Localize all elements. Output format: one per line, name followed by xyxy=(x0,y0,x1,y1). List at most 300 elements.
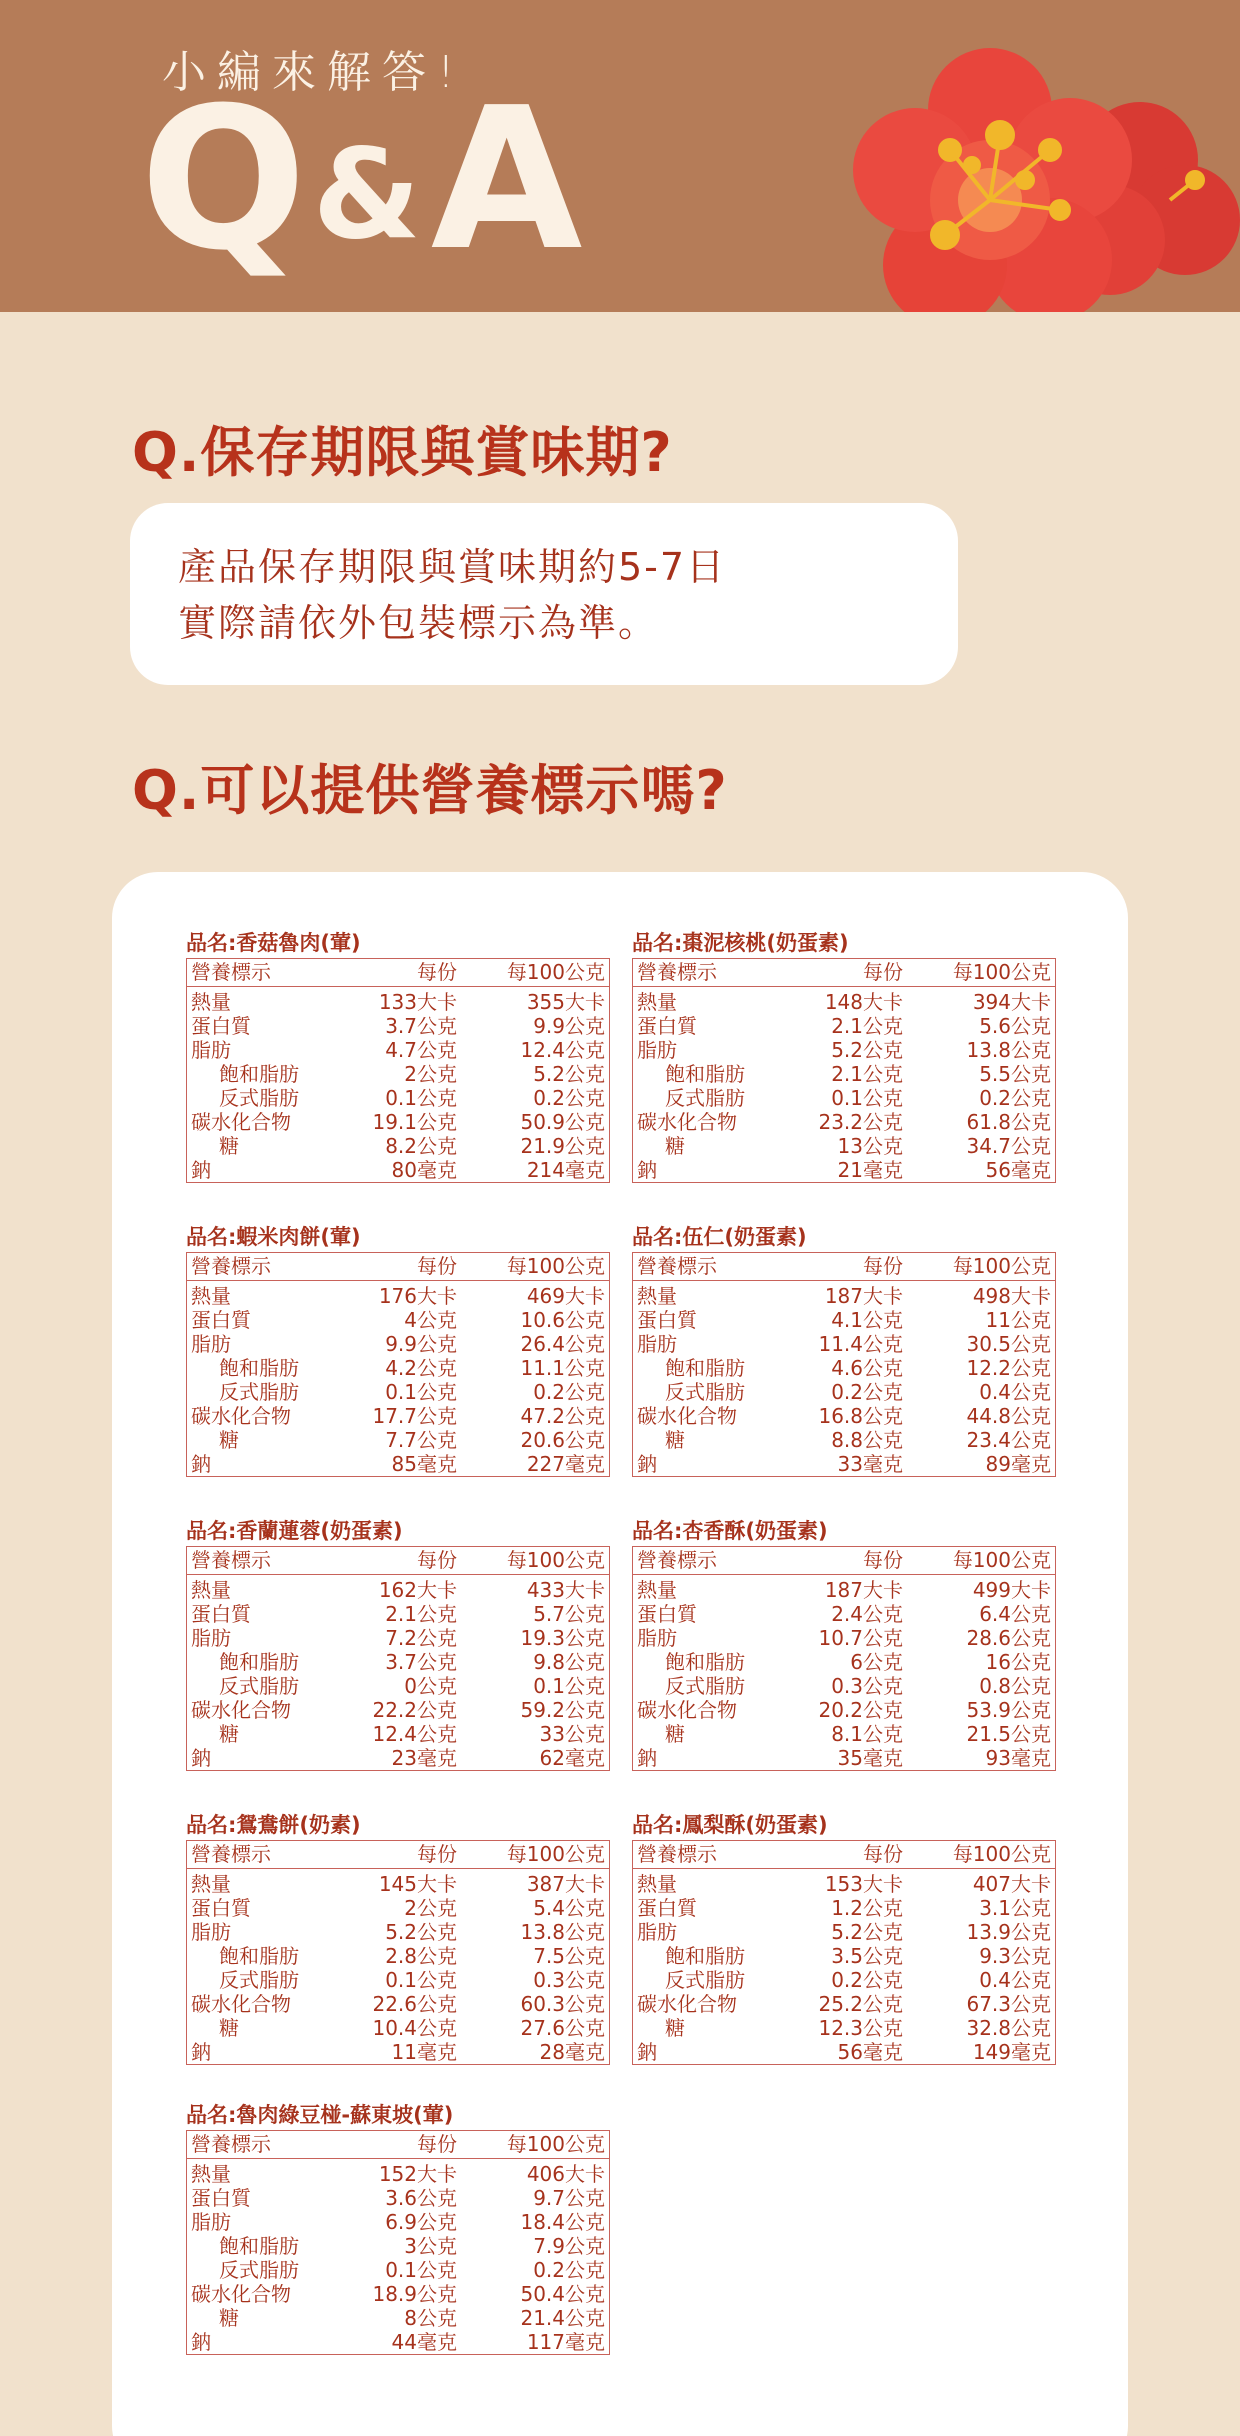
per-100g-value: 0.2公克 xyxy=(533,1086,605,1110)
per-100g-value: 227毫克 xyxy=(526,1452,605,1476)
per-serving-value: 35毫克 xyxy=(837,1746,903,1770)
per-serving-value: 0.2公克 xyxy=(831,1968,903,1992)
per-serving-value: 5.2公克 xyxy=(831,1038,903,1062)
nutrient-label: 鈉 xyxy=(191,1452,211,1476)
nutrient-label: 蛋白質 xyxy=(637,1896,697,1920)
table-row xyxy=(187,2234,609,2258)
per-100g-value: 0.8公克 xyxy=(979,1674,1051,1698)
per-serving-value: 0公克 xyxy=(404,1674,457,1698)
table-row xyxy=(187,1698,609,1722)
nutrition-product-5 xyxy=(186,1516,610,1771)
nutrient-label: 反式脂肪 xyxy=(665,1674,745,1698)
header-per-serving: 每份 xyxy=(417,2132,457,2156)
table-row xyxy=(633,1110,1055,1134)
nutrition-product-9 xyxy=(186,2100,610,2355)
table-row xyxy=(633,1896,1055,1920)
per-100g-value: 27.6公克 xyxy=(520,2016,605,2040)
table-row xyxy=(187,1308,609,1332)
table-row xyxy=(633,1626,1055,1650)
table-row xyxy=(187,2306,609,2330)
nutrient-label: 飽和脂肪 xyxy=(665,1356,745,1380)
qa-amp: & xyxy=(312,123,421,267)
header-label: 營養標示 xyxy=(191,1548,271,1572)
nutrient-label: 飽和脂肪 xyxy=(219,1944,299,1968)
per-serving-value: 3.6公克 xyxy=(385,2186,457,2210)
per-serving-value: 44毫克 xyxy=(391,2330,457,2354)
per-serving-value: 162大卡 xyxy=(378,1578,457,1602)
nutrient-label: 蛋白質 xyxy=(637,1602,697,1626)
table-row xyxy=(187,1284,609,1308)
per-serving-value: 2.1公克 xyxy=(831,1014,903,1038)
table-row xyxy=(633,1674,1055,1698)
header-per-100g: 每100公克 xyxy=(506,1548,605,1572)
product-name: 品名:棗泥核桃(奶蛋素) xyxy=(632,931,849,955)
nutrient-label: 鈉 xyxy=(637,1452,657,1476)
per-100g-value: 56毫克 xyxy=(985,1158,1051,1182)
per-serving-value: 25.2公克 xyxy=(818,1992,903,2016)
per-100g-value: 394大卡 xyxy=(972,990,1051,1014)
nutrient-label: 熱量 xyxy=(637,990,677,1014)
per-100g-value: 0.2公克 xyxy=(979,1086,1051,1110)
table-row xyxy=(633,1722,1055,1746)
per-serving-value: 33毫克 xyxy=(837,1452,903,1476)
header-per-100g: 每100公克 xyxy=(506,1842,605,1866)
per-100g-value: 59.2公克 xyxy=(520,1698,605,1722)
nutrient-label: 飽和脂肪 xyxy=(219,1356,299,1380)
per-serving-value: 12.4公克 xyxy=(372,1722,457,1746)
product-name: 品名:鳳梨酥(奶蛋素) xyxy=(632,1813,828,1837)
per-100g-value: 47.2公克 xyxy=(520,1404,605,1428)
table-header-row xyxy=(187,1841,609,1869)
nutrient-label: 脂肪 xyxy=(191,1038,231,1062)
nutrition-table xyxy=(632,1252,1056,1477)
per-100g-value: 30.5公克 xyxy=(966,1332,1051,1356)
per-serving-value: 2.4公克 xyxy=(831,1602,903,1626)
header-label: 營養標示 xyxy=(191,960,271,984)
table-row xyxy=(633,1992,1055,2016)
per-100g-value: 89毫克 xyxy=(985,1452,1051,1476)
qa-a: A xyxy=(430,66,579,294)
table-row xyxy=(633,1380,1055,1404)
per-100g-value: 19.3公克 xyxy=(520,1626,605,1650)
per-serving-value: 0.1公克 xyxy=(385,1380,457,1404)
nutrient-label: 碳水化合物 xyxy=(191,1992,291,2016)
nutrient-label: 鈉 xyxy=(191,1746,211,1770)
table-row xyxy=(187,1968,609,1992)
per-serving-value: 22.6公克 xyxy=(372,1992,457,2016)
nutrition-product-6 xyxy=(632,1516,1056,1771)
per-100g-value: 5.6公克 xyxy=(979,1014,1051,1038)
table-row xyxy=(187,1380,609,1404)
header-banner xyxy=(0,0,1240,312)
per-serving-value: 23.2公克 xyxy=(818,1110,903,1134)
per-serving-value: 4.2公克 xyxy=(385,1356,457,1380)
per-100g-value: 387大卡 xyxy=(526,1872,605,1896)
header-label: 營養標示 xyxy=(637,1254,717,1278)
nutrient-label: 脂肪 xyxy=(191,1332,231,1356)
table-row xyxy=(187,1134,609,1158)
per-100g-value: 0.2公克 xyxy=(533,1380,605,1404)
nutrient-label: 碳水化合物 xyxy=(191,1698,291,1722)
per-100g-value: 9.8公克 xyxy=(533,1650,605,1674)
per-serving-value: 0.3公克 xyxy=(831,1674,903,1698)
nutrient-label: 蛋白質 xyxy=(191,1014,251,1038)
table-row xyxy=(187,2210,609,2234)
table-header-row xyxy=(187,1547,609,1575)
nutrition-table xyxy=(186,958,610,1183)
nutrient-label: 反式脂肪 xyxy=(219,1674,299,1698)
nutrient-label: 碳水化合物 xyxy=(637,1698,737,1722)
header-per-serving: 每份 xyxy=(863,1548,903,1572)
header-per-100g: 每100公克 xyxy=(506,1254,605,1278)
per-100g-value: 0.3公克 xyxy=(533,1968,605,1992)
table-row xyxy=(187,1332,609,1356)
table-row xyxy=(633,1428,1055,1452)
per-serving-value: 0.2公克 xyxy=(831,1380,903,1404)
nutrition-product-7 xyxy=(186,1810,610,2065)
per-serving-value: 2.1公克 xyxy=(385,1602,457,1626)
per-100g-value: 0.4公克 xyxy=(979,1968,1051,1992)
per-100g-value: 62毫克 xyxy=(539,1746,605,1770)
table-row xyxy=(187,1356,609,1380)
per-100g-value: 33公克 xyxy=(539,1722,605,1746)
table-row xyxy=(633,1062,1055,1086)
header-label: 營養標示 xyxy=(191,1842,271,1866)
per-100g-value: 67.3公克 xyxy=(966,1992,1051,2016)
per-serving-value: 2公克 xyxy=(404,1062,457,1086)
nutrient-label: 熱量 xyxy=(637,1578,677,1602)
per-100g-value: 50.4公克 xyxy=(520,2282,605,2306)
per-serving-value: 3.5公克 xyxy=(831,1944,903,1968)
per-100g-value: 9.9公克 xyxy=(533,1014,605,1038)
per-serving-value: 10.7公克 xyxy=(818,1626,903,1650)
nutrition-product-1 xyxy=(186,928,610,1183)
per-100g-value: 5.7公克 xyxy=(533,1602,605,1626)
per-100g-value: 23.4公克 xyxy=(966,1428,1051,1452)
header-per-serving: 每份 xyxy=(417,960,457,984)
nutrient-label: 糖 xyxy=(219,1722,239,1746)
table-row xyxy=(633,1014,1055,1038)
per-serving-value: 148大卡 xyxy=(824,990,903,1014)
per-serving-value: 5.2公克 xyxy=(831,1920,903,1944)
nutrient-label: 飽和脂肪 xyxy=(665,1650,745,1674)
per-serving-value: 80毫克 xyxy=(391,1158,457,1182)
nutrient-label: 飽和脂肪 xyxy=(665,1062,745,1086)
nutrient-label: 糖 xyxy=(665,1722,685,1746)
nutrient-label: 飽和脂肪 xyxy=(219,1650,299,1674)
per-serving-value: 4.6公克 xyxy=(831,1356,903,1380)
nutrition-product-2 xyxy=(632,928,1056,1183)
q1-answer-line1: 產品保存期限與賞味期約5-7日 xyxy=(178,545,727,589)
per-serving-value: 10.4公克 xyxy=(372,2016,457,2040)
per-serving-value: 2.1公克 xyxy=(831,1062,903,1086)
table-header-row xyxy=(187,2131,609,2159)
table-row xyxy=(187,2186,609,2210)
per-serving-value: 6公克 xyxy=(850,1650,903,1674)
per-100g-value: 9.7公克 xyxy=(533,2186,605,2210)
per-100g-value: 5.2公克 xyxy=(533,1062,605,1086)
table-row xyxy=(187,1992,609,2016)
per-serving-value: 187大卡 xyxy=(824,1284,903,1308)
nutrient-label: 鈉 xyxy=(191,1158,211,1182)
nutrition-table xyxy=(632,958,1056,1183)
per-100g-value: 60.3公克 xyxy=(520,1992,605,2016)
table-row xyxy=(187,1452,609,1476)
per-100g-value: 93毫克 xyxy=(985,1746,1051,1770)
per-100g-value: 16公克 xyxy=(985,1650,1051,1674)
per-100g-value: 5.5公克 xyxy=(979,1062,1051,1086)
per-100g-value: 407大卡 xyxy=(972,1872,1051,1896)
nutrient-label: 反式脂肪 xyxy=(665,1380,745,1404)
per-serving-value: 8.8公克 xyxy=(831,1428,903,1452)
table-row xyxy=(633,2040,1055,2064)
table-row xyxy=(633,1452,1055,1476)
per-100g-value: 13.9公克 xyxy=(966,1920,1051,1944)
per-100g-value: 21.4公克 xyxy=(520,2306,605,2330)
table-header-row xyxy=(633,1547,1055,1575)
per-serving-value: 17.7公克 xyxy=(372,1404,457,1428)
header-label: 營養標示 xyxy=(637,1548,717,1572)
per-serving-value: 11毫克 xyxy=(391,2040,457,2064)
nutrient-label: 蛋白質 xyxy=(191,1308,251,1332)
nutrition-table xyxy=(186,2130,610,2355)
product-name: 品名:杏香酥(奶蛋素) xyxy=(632,1519,828,1543)
table-row xyxy=(633,1968,1055,1992)
per-serving-value: 16.8公克 xyxy=(818,1404,903,1428)
nutrient-label: 脂肪 xyxy=(191,2210,231,2234)
nutrient-label: 熱量 xyxy=(637,1872,677,1896)
table-row xyxy=(187,1038,609,1062)
table-row xyxy=(633,1308,1055,1332)
nutrient-label: 反式脂肪 xyxy=(219,1380,299,1404)
per-100g-value: 6.4公克 xyxy=(979,1602,1051,1626)
nutrient-label: 反式脂肪 xyxy=(219,1968,299,1992)
per-100g-value: 469大卡 xyxy=(526,1284,605,1308)
table-row xyxy=(633,1284,1055,1308)
nutrient-label: 熱量 xyxy=(637,1284,677,1308)
header-label: 營養標示 xyxy=(637,1842,717,1866)
nutrition-table xyxy=(186,1840,610,2065)
nutrient-label: 鈉 xyxy=(637,2040,657,2064)
per-serving-value: 20.2公克 xyxy=(818,1698,903,1722)
q1-answer-line2: 實際請依外包裝標示為準。 xyxy=(178,601,659,645)
table-header-row xyxy=(633,959,1055,987)
per-serving-value: 85毫克 xyxy=(391,1452,457,1476)
header-per-serving: 每份 xyxy=(863,1842,903,1866)
per-100g-value: 355大卡 xyxy=(526,990,605,1014)
table-row xyxy=(187,2162,609,2186)
table-row xyxy=(633,1698,1055,1722)
per-serving-value: 176大卡 xyxy=(378,1284,457,1308)
per-100g-value: 53.9公克 xyxy=(966,1698,1051,1722)
table-row xyxy=(633,1356,1055,1380)
table-row xyxy=(633,1944,1055,1968)
table-header-row xyxy=(633,1253,1055,1281)
nutrient-label: 熱量 xyxy=(191,1284,231,1308)
table-row xyxy=(633,1578,1055,1602)
per-100g-value: 406大卡 xyxy=(526,2162,605,2186)
nutrient-label: 熱量 xyxy=(191,2162,231,2186)
product-name: 品名:鴛鴦餅(奶素) xyxy=(186,1813,361,1837)
table-row xyxy=(187,1896,609,1920)
nutrient-label: 熱量 xyxy=(191,990,231,1014)
per-serving-value: 4公克 xyxy=(404,1308,457,1332)
per-serving-value: 3.7公克 xyxy=(385,1650,457,1674)
q1-answer xyxy=(130,503,958,685)
per-serving-value: 21毫克 xyxy=(837,1158,903,1182)
per-100g-value: 5.4公克 xyxy=(533,1896,605,1920)
per-100g-value: 32.8公克 xyxy=(966,2016,1051,2040)
per-serving-value: 153大卡 xyxy=(824,1872,903,1896)
per-serving-value: 6.9公克 xyxy=(385,2210,457,2234)
per-serving-value: 4.1公克 xyxy=(831,1308,903,1332)
per-serving-value: 0.1公克 xyxy=(385,1968,457,1992)
nutrient-label: 反式脂肪 xyxy=(665,1086,745,1110)
per-100g-value: 9.3公克 xyxy=(979,1944,1051,1968)
nutrient-label: 反式脂肪 xyxy=(219,2258,299,2282)
per-100g-value: 28毫克 xyxy=(539,2040,605,2064)
table-row xyxy=(187,1746,609,1770)
nutrient-label: 鈉 xyxy=(191,2330,211,2354)
header-label: 營養標示 xyxy=(637,960,717,984)
table-row xyxy=(187,1650,609,1674)
table-row xyxy=(187,1014,609,1038)
per-100g-value: 61.8公克 xyxy=(966,1110,1051,1134)
nutrient-label: 反式脂肪 xyxy=(219,1086,299,1110)
nutrient-label: 脂肪 xyxy=(637,1332,677,1356)
header-per-serving: 每份 xyxy=(863,1254,903,1278)
table-row xyxy=(633,1920,1055,1944)
nutrient-label: 反式脂肪 xyxy=(665,1968,745,1992)
per-100g-value: 0.4公克 xyxy=(979,1380,1051,1404)
table-row xyxy=(187,1602,609,1626)
per-serving-value: 4.7公克 xyxy=(385,1038,457,1062)
per-serving-value: 23毫克 xyxy=(391,1746,457,1770)
table-row xyxy=(187,1674,609,1698)
per-serving-value: 145大卡 xyxy=(378,1872,457,1896)
table-row xyxy=(187,1110,609,1134)
table-row xyxy=(187,1404,609,1428)
per-100g-value: 149毫克 xyxy=(972,2040,1051,2064)
per-serving-value: 13公克 xyxy=(837,1134,903,1158)
nutrient-label: 蛋白質 xyxy=(191,2186,251,2210)
per-serving-value: 3.7公克 xyxy=(385,1014,457,1038)
per-serving-value: 1.2公克 xyxy=(831,1896,903,1920)
per-serving-value: 187大卡 xyxy=(824,1578,903,1602)
header-label: 營養標示 xyxy=(191,2132,271,2156)
product-name: 品名:香蘭蓮蓉(奶蛋素) xyxy=(186,1519,403,1543)
table-row xyxy=(187,1086,609,1110)
product-name: 品名:香菇魯肉(葷) xyxy=(186,931,361,955)
table-row xyxy=(633,1332,1055,1356)
table-row xyxy=(187,1872,609,1896)
per-100g-value: 13.8公克 xyxy=(966,1038,1051,1062)
per-100g-value: 20.6公克 xyxy=(520,1428,605,1452)
nutrient-label: 碳水化合物 xyxy=(191,2282,291,2306)
nutrition-product-3 xyxy=(186,1222,610,1477)
per-100g-value: 18.4公克 xyxy=(520,2210,605,2234)
table-row xyxy=(187,1626,609,1650)
per-100g-value: 26.4公克 xyxy=(520,1332,605,1356)
per-serving-value: 0.1公克 xyxy=(831,1086,903,1110)
per-100g-value: 7.9公克 xyxy=(533,2234,605,2258)
plum-flower-icon xyxy=(850,40,1240,312)
nutrient-label: 鈉 xyxy=(637,1746,657,1770)
nutrient-label: 鈉 xyxy=(637,1158,657,1182)
per-100g-value: 11.1公克 xyxy=(520,1356,605,1380)
header-per-100g: 每100公克 xyxy=(952,1548,1051,1572)
nutrient-label: 脂肪 xyxy=(637,1626,677,1650)
per-100g-value: 44.8公克 xyxy=(966,1404,1051,1428)
nutrient-label: 蛋白質 xyxy=(191,1896,251,1920)
nutrient-label: 飽和脂肪 xyxy=(219,2234,299,2258)
per-100g-value: 117毫克 xyxy=(526,2330,605,2354)
per-100g-value: 499大卡 xyxy=(972,1578,1051,1602)
per-100g-value: 0.2公克 xyxy=(533,2258,605,2282)
nutrition-product-4 xyxy=(632,1222,1056,1477)
product-name: 品名:伍仁(奶蛋素) xyxy=(632,1225,807,1249)
table-row xyxy=(633,1404,1055,1428)
per-serving-value: 2.8公克 xyxy=(385,1944,457,1968)
nutrient-label: 脂肪 xyxy=(637,1920,677,1944)
table-row xyxy=(187,2040,609,2064)
nutrient-label: 碳水化合物 xyxy=(637,1992,737,2016)
per-100g-value: 11公克 xyxy=(985,1308,1051,1332)
table-row xyxy=(187,1920,609,1944)
nutrient-label: 糖 xyxy=(665,1428,685,1452)
per-serving-value: 7.7公克 xyxy=(385,1428,457,1452)
per-100g-value: 12.2公克 xyxy=(966,1356,1051,1380)
nutrient-label: 脂肪 xyxy=(191,1626,231,1650)
per-100g-value: 28.6公克 xyxy=(966,1626,1051,1650)
per-100g-value: 0.1公克 xyxy=(533,1674,605,1698)
per-100g-value: 214毫克 xyxy=(526,1158,605,1182)
table-row xyxy=(187,1062,609,1086)
table-header-row xyxy=(633,1841,1055,1869)
per-serving-value: 12.3公克 xyxy=(818,2016,903,2040)
per-100g-value: 433大卡 xyxy=(526,1578,605,1602)
per-serving-value: 152大卡 xyxy=(378,2162,457,2186)
nutrition-product-8 xyxy=(632,1810,1056,2065)
table-header-row xyxy=(187,959,609,987)
nutrient-label: 糖 xyxy=(665,2016,685,2040)
nutrient-label: 飽和脂肪 xyxy=(219,1062,299,1086)
per-serving-value: 8公克 xyxy=(404,2306,457,2330)
per-serving-value: 18.9公克 xyxy=(372,2282,457,2306)
per-100g-value: 12.4公克 xyxy=(520,1038,605,1062)
header-per-100g: 每100公克 xyxy=(506,960,605,984)
header-kicker: 小編來解答! xyxy=(162,47,466,98)
nutrition-table xyxy=(186,1546,610,1771)
nutrition-table xyxy=(632,1546,1056,1771)
header-per-serving: 每份 xyxy=(863,960,903,984)
nutrient-label: 熱量 xyxy=(191,1872,231,1896)
table-row xyxy=(187,1428,609,1452)
nutrient-label: 碳水化合物 xyxy=(191,1404,291,1428)
product-name: 品名:蝦米肉餅(葷) xyxy=(186,1225,361,1249)
per-100g-value: 50.9公克 xyxy=(520,1110,605,1134)
nutrient-label: 糖 xyxy=(219,2016,239,2040)
nutrient-label: 糖 xyxy=(219,1428,239,1452)
per-100g-value: 7.5公克 xyxy=(533,1944,605,1968)
table-row xyxy=(633,1872,1055,1896)
q2-title: Q.可以提供營養標示嗎? xyxy=(132,759,728,822)
table-row xyxy=(187,2330,609,2354)
table-header-row xyxy=(187,1253,609,1281)
table-row xyxy=(633,1134,1055,1158)
per-serving-value: 22.2公克 xyxy=(372,1698,457,1722)
header-per-serving: 每份 xyxy=(417,1254,457,1278)
